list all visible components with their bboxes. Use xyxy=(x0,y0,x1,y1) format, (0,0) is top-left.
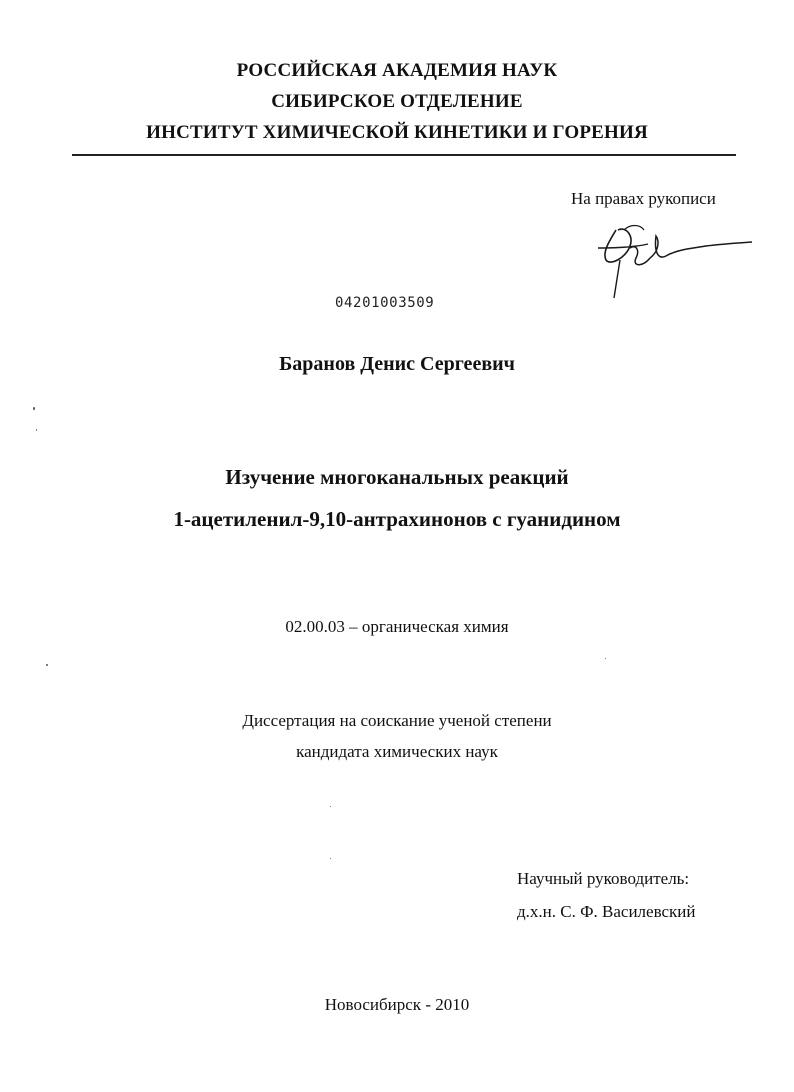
scan-speck xyxy=(36,429,37,431)
institute-name: ИНСТИТУТ ХИМИЧЕСКОЙ КИНЕТИКИ И ГОРЕНИЯ xyxy=(146,122,648,143)
degree-statement-line-2: кандидата химических наук xyxy=(296,742,498,761)
scan-speck xyxy=(46,664,48,666)
degree-statement-line-1: Диссертация на соискание ученой степени xyxy=(242,711,552,730)
document-serial-number: 04201003509 xyxy=(335,295,435,311)
author-name: Баранов Денис Сергеевич xyxy=(279,353,515,375)
scan-speck xyxy=(605,658,606,659)
branch-name: СИБИРСКОЕ ОТДЕЛЕНИЕ xyxy=(271,91,523,112)
academy-name: РОССИЙСКАЯ АКАДЕМИЯ НАУК xyxy=(236,60,558,81)
header-divider xyxy=(72,154,736,156)
supervisor-label: Научный руководитель: xyxy=(517,869,690,888)
scan-speck xyxy=(33,407,35,410)
handwritten-signature xyxy=(596,196,756,300)
specialty-code: 02.00.03 – органическая химия xyxy=(285,617,509,636)
supervisor-name: д.х.н. С. Ф. Василевский xyxy=(517,902,696,921)
thesis-title-line-1: Изучение многоканальных реакций xyxy=(225,465,569,489)
rights-notice: На правах рукописи xyxy=(571,189,716,208)
scan-speck xyxy=(330,806,331,807)
scan-speck xyxy=(330,858,331,859)
city-and-year: Новосибирск - 2010 xyxy=(324,995,470,1014)
thesis-title-line-2: 1-ацетиленил-9,10-антрахинонов с гуанидином xyxy=(173,507,621,531)
